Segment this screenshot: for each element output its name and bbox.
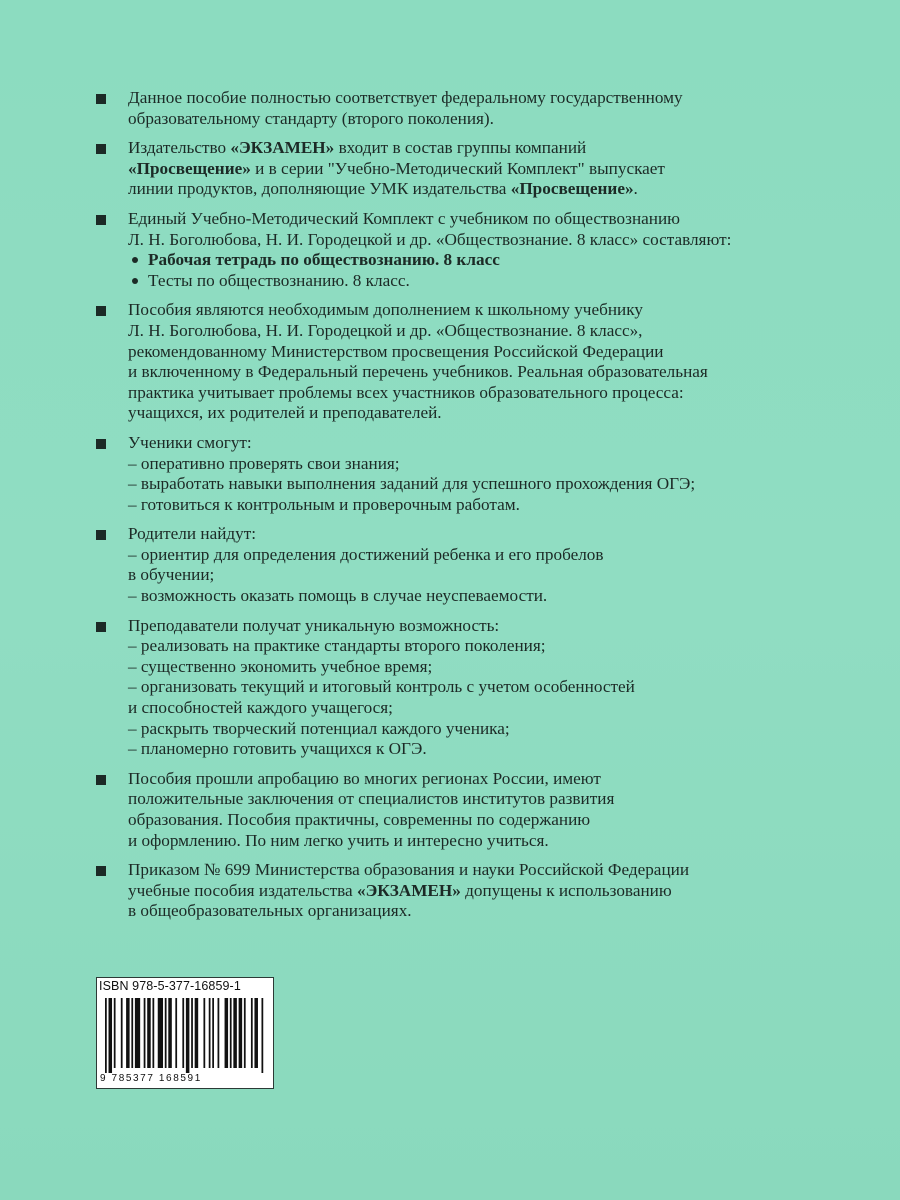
text-line: рекомендованному Министерством просвещения Российской Федерации <box>128 341 664 361</box>
barcode-bar <box>152 998 154 1068</box>
text-line: Преподаватели получат уникальную возможность: <box>128 615 500 635</box>
text-fragment: учебные пособия издательства <box>128 880 357 900</box>
text-line <box>128 159 816 180</box>
round-bullet-icon <box>132 278 138 284</box>
barcode-digits: 9 785377 168591 <box>100 1073 202 1084</box>
text-line: Приказом № 699 Министерства образования и науки Российской Федерации <box>128 860 690 880</box>
text-line: – возможность оказать помощь в случае неуспеваемости. <box>128 586 548 606</box>
text-line: Л. Н. Боголюбова, Н. И. Городецкой и др. «Обществознание. 8 класс» составляют: <box>128 229 732 249</box>
barcode-bar <box>126 998 130 1068</box>
barcode-bar <box>121 998 123 1068</box>
barcode-bar <box>230 998 232 1068</box>
text-fragment: . <box>633 179 638 199</box>
text-line: образовательному стандарту (второго поколения). <box>128 108 494 128</box>
barcode-bar <box>261 998 263 1073</box>
barcode-bar <box>195 998 199 1068</box>
paragraph-umk <box>96 209 816 291</box>
square-bullet-icon <box>96 866 106 876</box>
barcode-bar <box>209 998 211 1068</box>
barcode-bar <box>203 998 205 1068</box>
paragraph-order <box>96 860 816 922</box>
text-fragment: и в серии "Учебно-Методический Комплект" выпускает <box>250 158 665 178</box>
barcode-bar <box>251 998 253 1068</box>
group-name: «Просвещение» <box>128 158 251 178</box>
paragraph-supplement <box>96 300 816 424</box>
barcode-bar <box>109 998 113 1073</box>
umk-item-workbook <box>128 250 816 271</box>
text-line: – существенно экономить учебное время; <box>128 656 433 676</box>
paragraph-standard <box>96 88 816 129</box>
text-line: Л. Н. Боголюбова, Н. И. Городецкой и др. «Обществознание. 8 класс», <box>128 320 643 340</box>
text-line: – планомерно готовить учащихся к ОГЭ. <box>128 739 427 759</box>
barcode-bar <box>105 998 107 1073</box>
text-line: Пособия прошли апробацию во многих регионах России, имеют <box>128 768 601 788</box>
barcode-bar <box>168 998 172 1068</box>
barcode-bar <box>135 998 140 1068</box>
text-line <box>128 881 816 902</box>
barcode-bar <box>147 998 151 1068</box>
square-bullet-icon <box>96 530 106 540</box>
text-line: и способностей каждого учащегося; <box>128 698 393 718</box>
item-label: Рабочая тетрадь по обществознанию. 8 класс <box>148 250 500 270</box>
text-line: и оформлению. По ним легко учить и интересно учиться. <box>128 830 549 850</box>
paragraph-parents <box>96 524 816 606</box>
text-line <box>128 138 816 159</box>
item-label: Тесты по обществознанию. 8 класс. <box>148 270 410 290</box>
text-line: Данное пособие полностью соответствует федеральному государственному <box>128 88 683 107</box>
barcode-bar <box>191 998 193 1068</box>
text-line: и включенному в Федеральный перечень учебников. Реальная образовательная <box>128 362 708 382</box>
text-line: – реализовать на практике стандарты второго поколения; <box>128 636 546 656</box>
text-line: в обучении; <box>128 565 215 585</box>
text-line <box>128 179 816 200</box>
umk-item-tests <box>128 271 816 292</box>
barcode-bar <box>175 998 177 1068</box>
square-bullet-icon <box>96 622 106 632</box>
text-line: практика учитывает проблемы всех участников образовательного процесса: <box>128 382 684 402</box>
barcode-bar <box>186 998 190 1073</box>
barcode-bar <box>158 998 163 1068</box>
barcode-bar <box>244 998 246 1068</box>
round-bullet-icon <box>132 257 138 263</box>
square-bullet-icon <box>96 306 106 316</box>
text-fragment: линии продуктов, дополняющие УМК издательства <box>128 179 511 199</box>
barcode-bar <box>218 998 220 1068</box>
isbn-barcode-box <box>96 977 274 1089</box>
barcode-bar <box>212 998 214 1068</box>
text-line: положительные заключения от специалистов институтов развития <box>128 789 615 809</box>
text-fragment: входит в состав группы компаний <box>334 138 587 158</box>
publisher-name: «ЭКЗАМЕН» <box>230 138 335 158</box>
barcode-bar <box>131 998 133 1068</box>
paragraph-teachers <box>96 616 816 760</box>
text-line: – выработать навыки выполнения заданий для успешного прохождения ОГЭ; <box>128 474 696 494</box>
barcode-bar <box>239 998 243 1068</box>
isbn-label: ISBN 978-5-377-16859-1 <box>99 979 241 993</box>
text-line: Единый Учебно-Методический Комплект с учебником по обществознанию <box>128 208 681 228</box>
barcode-bar <box>114 998 116 1068</box>
text-fragment: допущены к использованию <box>460 880 672 900</box>
barcode-icon <box>105 998 265 1073</box>
annotation-text <box>96 88 816 931</box>
text-line: в общеобразовательных организациях. <box>128 901 412 921</box>
barcode-bar <box>144 998 146 1068</box>
text-line: Пособия являются необходимым дополнением к школьному учебнику <box>128 300 643 320</box>
text-line: Родители найдут: <box>128 524 257 544</box>
text-line: – готовиться к контрольным и проверочным работам. <box>128 494 520 514</box>
barcode-bar <box>233 998 237 1068</box>
barcode-bar <box>165 998 167 1068</box>
barcode-bar <box>182 998 184 1068</box>
paragraph-approbation <box>96 769 816 851</box>
square-bullet-icon <box>96 144 106 154</box>
text-line: – оперативно проверять свои знания; <box>128 453 400 473</box>
paragraph-students <box>96 433 816 515</box>
square-bullet-icon <box>96 215 106 225</box>
group-name: «Просвещение» <box>510 179 634 199</box>
barcode-bar <box>225 998 229 1068</box>
text-line: – организовать текущий и итоговый контроль с учетом особенностей <box>128 677 635 697</box>
barcode-bar <box>254 998 258 1068</box>
square-bullet-icon <box>96 775 106 785</box>
text-line: Ученики смогут: <box>128 432 252 452</box>
text-line: образования. Пособия практичны, современны по содержанию <box>128 810 591 829</box>
text-fragment: Издательство <box>128 138 231 158</box>
text-line: – ориентир для определения достижений ребенка и его пробелов <box>128 544 604 564</box>
text-line: учащихся, их родителей и преподавателей. <box>128 403 442 423</box>
square-bullet-icon <box>96 94 106 104</box>
text-line: – раскрыть творческий потенциал каждого ученика; <box>128 718 510 738</box>
square-bullet-icon <box>96 439 106 449</box>
paragraph-publisher <box>96 138 816 200</box>
publisher-name: «ЭКЗАМЕН» <box>357 880 461 900</box>
